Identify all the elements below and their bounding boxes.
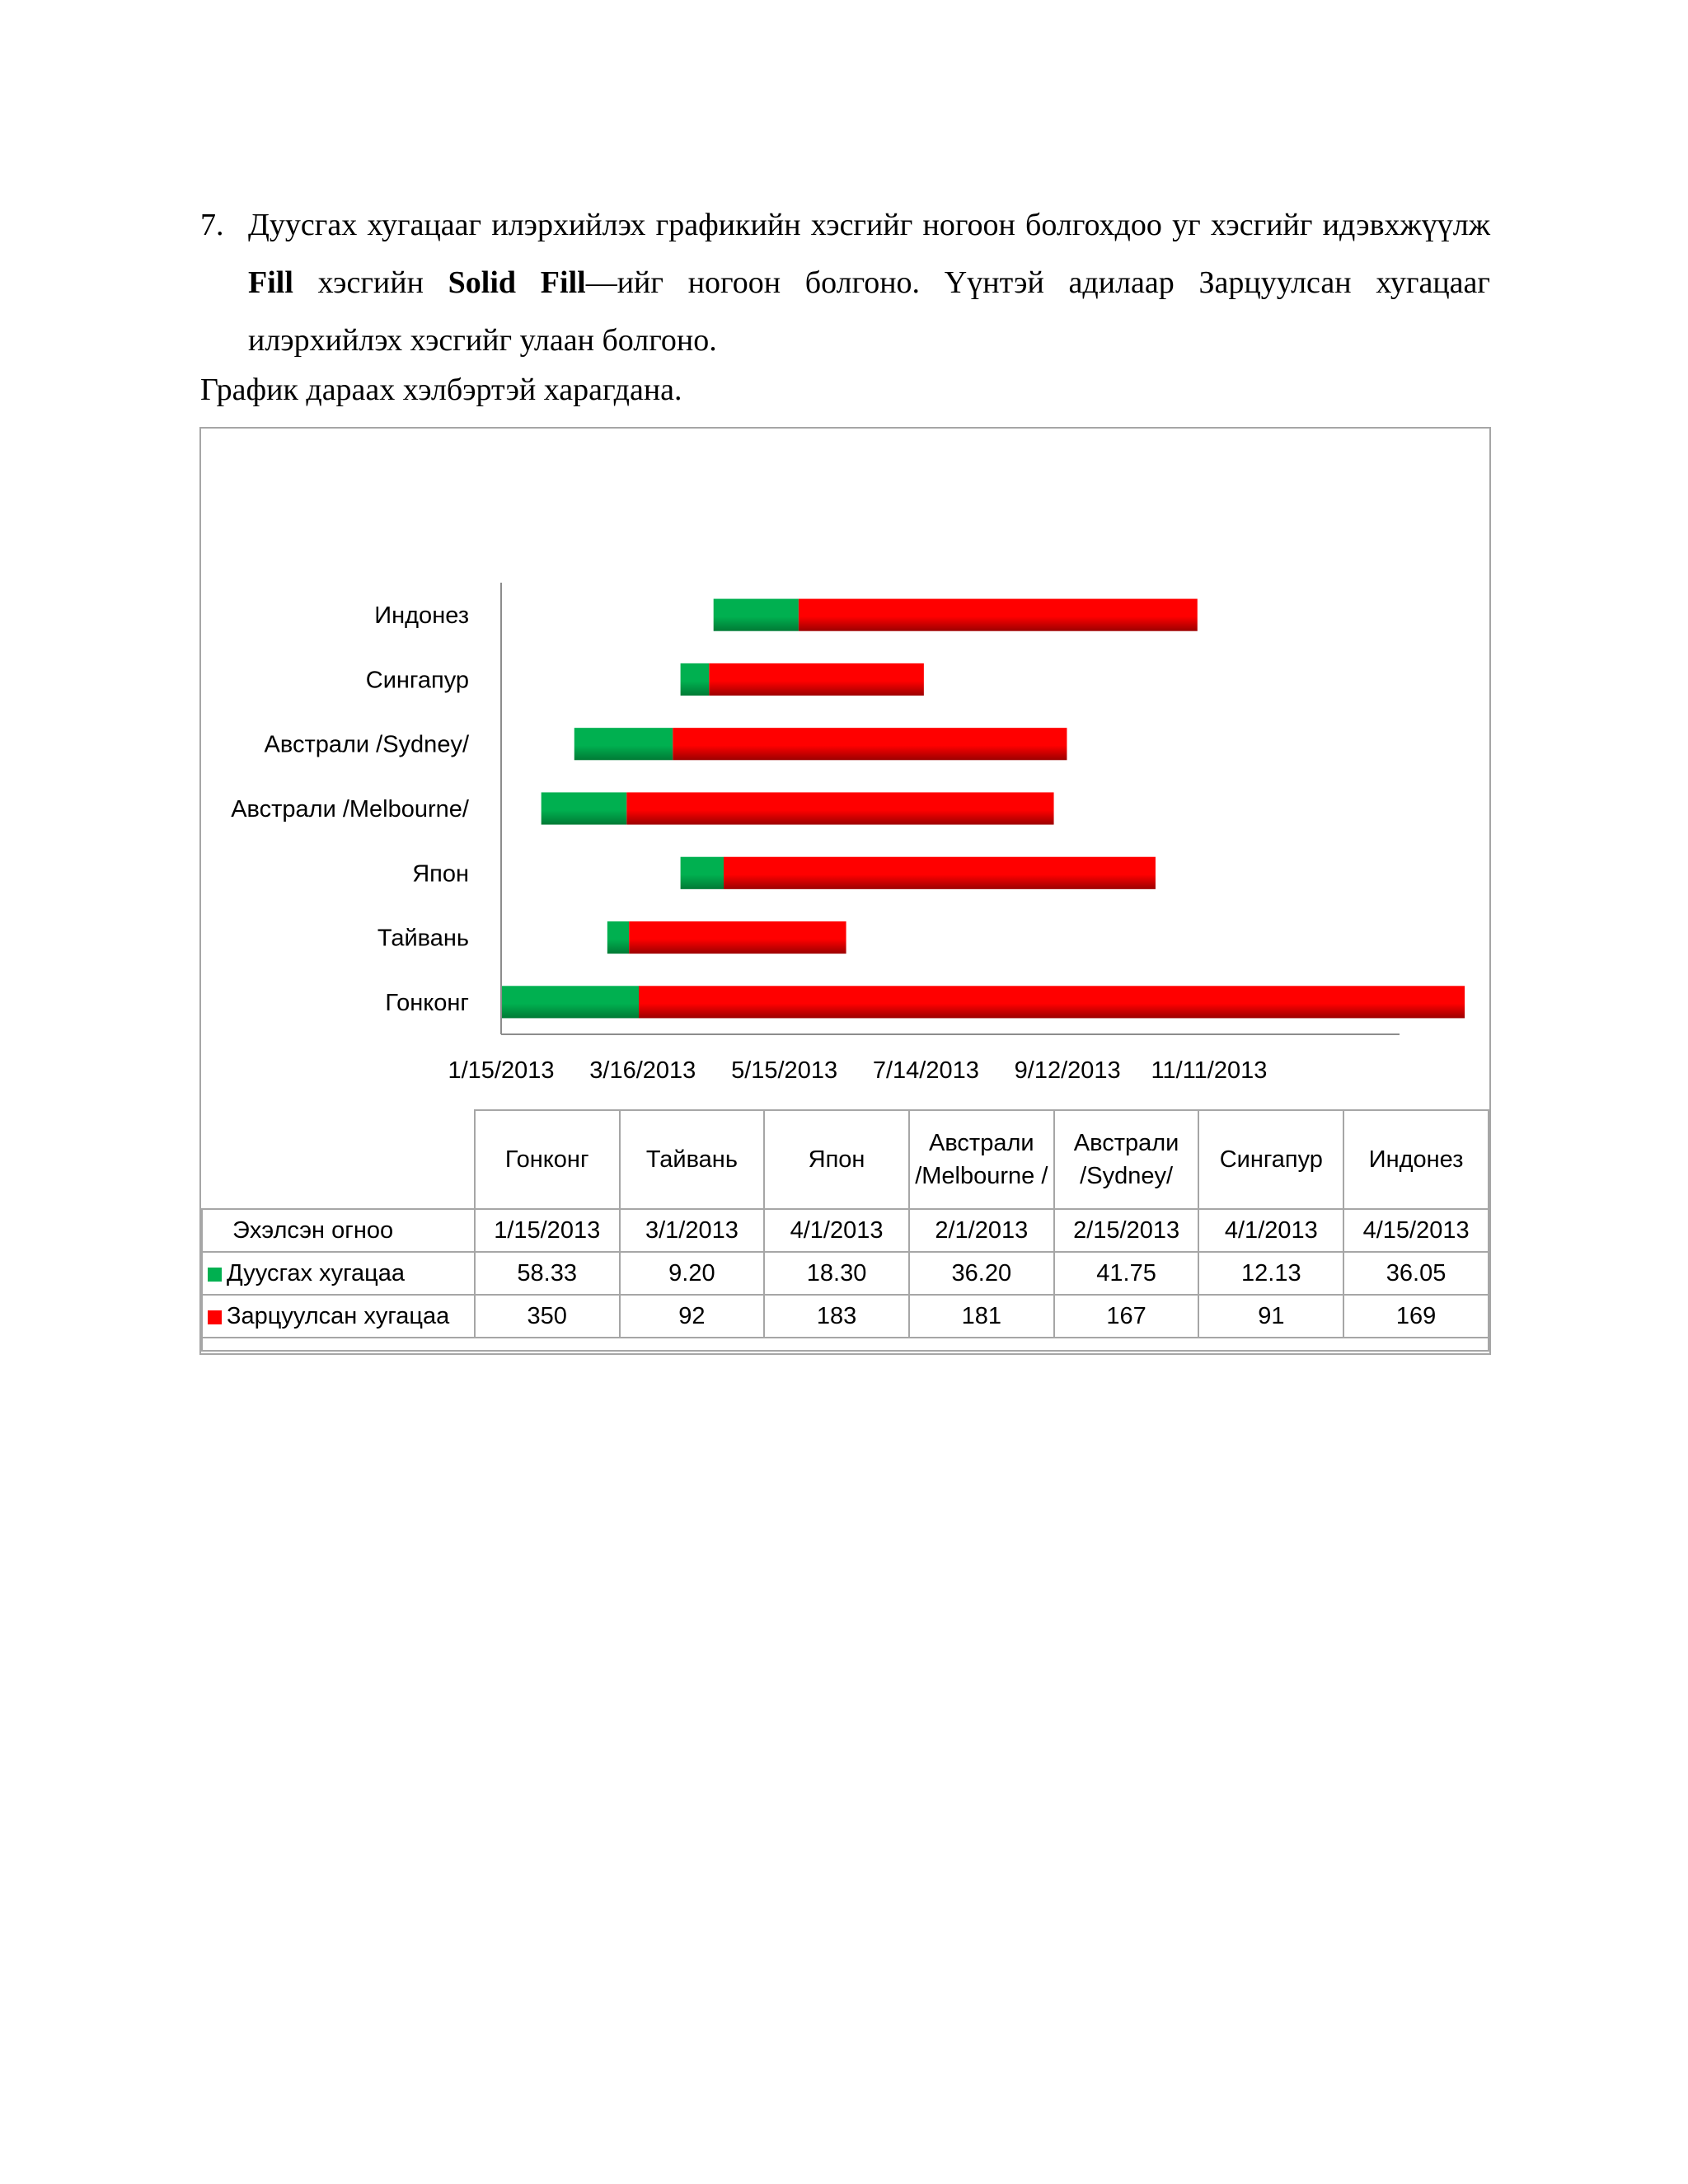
table-cell: 2/1/2013 [909,1209,1054,1252]
legend-key-red [208,1310,222,1324]
bar-segment-finish-1 [607,921,629,954]
category-label: Тайвань [377,925,469,952]
bar-segment-spent-1 [629,921,846,954]
table-header-cell: Гонконг [475,1110,620,1209]
row-label-text: Эхэлсэн огноо [232,1216,394,1244]
table-row [202,1252,1489,1295]
table-header-cell: Япон [764,1110,909,1209]
table-cell: 181 [909,1295,1054,1338]
x-tick-label: 3/16/2013 [589,1057,696,1084]
x-tick-label: 11/11/2013 [1151,1057,1268,1084]
table-cell: 167 [1054,1295,1199,1338]
bar-segment-finish-2 [681,857,724,889]
bar-segment-finish-3 [542,792,627,824]
table-cell: 36.20 [909,1252,1054,1295]
bar-segment-finish-0 [501,986,639,1018]
table-cell: 2/15/2013 [1054,1209,1199,1252]
bold-term: Solid Fill [448,265,586,300]
category-label: Япон [412,860,469,888]
table-cell: 12.13 [1198,1252,1343,1295]
bar-segment-finish-5 [681,663,710,696]
table-row [202,1295,1489,1338]
step-7 [200,196,1490,369]
category-label: Австрали /Sydney/ [264,731,469,758]
table-cell: 183 [764,1295,909,1338]
table-cell: 18.30 [764,1252,909,1295]
table-blank-row [202,1338,1489,1351]
instruction-segment: —ийг ногоон болгоно. Үүнтэй адилаар Зарцуулсан хугацааг илэрхийлэх хэсгийг улаан болгоно. [248,265,1490,358]
table-cell: 9.20 [620,1252,765,1295]
table-cell: 58.33 [475,1252,620,1295]
table-header-cell: Сингапур [1198,1110,1343,1209]
step-instruction-text [248,196,1490,369]
table-header-cell: Австрали /Melbourne / [909,1110,1054,1209]
intro-text: График дараах хэлбэртэй харагдана. [200,373,682,407]
category-label: Гонконг [385,989,469,1016]
x-tick-label: 7/14/2013 [872,1057,979,1084]
instruction-segment: Дуусгах хугацааг илэрхийлэх графикийн хэсгийг ногоон болгохдоо уг хэсгийг идэвхжүүлж [248,208,1490,242]
row-label-text: Дуусгах хугацаа [227,1259,406,1286]
category-label: Австрали /Melbourne/ [231,796,469,823]
table-cell: 4/1/2013 [1198,1209,1343,1252]
table-row-label [202,1209,475,1252]
table-header-cell: Тайвань [620,1110,765,1209]
table-row-label [202,1252,475,1295]
bold-term: Fill [248,265,293,300]
table-cell: 3/1/2013 [620,1209,765,1252]
table-corner [202,1110,475,1209]
category-label: Сингапур [365,667,469,694]
bar-segment-spent-0 [639,986,1465,1018]
table-cell: 41.75 [1054,1252,1199,1295]
table-row-label [202,1295,475,1338]
x-tick-label: 1/15/2013 [448,1057,555,1084]
table-row [202,1209,1489,1252]
row-label-text: Зарцуулсан хугацаа [227,1302,450,1329]
bar-segment-finish-6 [714,599,799,631]
x-tick-label: 5/15/2013 [731,1057,838,1084]
table-header-cell: Австрали /Sydney/ [1054,1110,1199,1209]
step-number: 7. [200,208,224,242]
bar-segment-spent-3 [626,792,1053,824]
legend-key-green [208,1268,222,1282]
table-cell: 350 [475,1295,620,1338]
instruction-segment: хэсгийн [293,265,448,300]
table-cell: 4/1/2013 [764,1209,909,1252]
table-header-cell: Индонез [1343,1110,1489,1209]
table-cell: 36.05 [1343,1252,1489,1295]
table-cell: 91 [1198,1295,1343,1338]
table-cell: 169 [1343,1295,1489,1338]
bar-segment-spent-6 [799,599,1198,631]
table-cell: 4/15/2013 [1343,1209,1489,1252]
bar-segment-spent-5 [709,663,924,696]
bar-segment-spent-4 [673,728,1067,760]
table-cell: 92 [620,1295,765,1338]
table-cell: 1/15/2013 [475,1209,620,1252]
data-table [201,1109,1489,1352]
chart-container [199,427,1491,1355]
bar-segment-spent-2 [724,857,1156,889]
x-tick-label: 9/12/2013 [1014,1057,1121,1084]
bar-segment-finish-4 [574,728,673,760]
category-label: Индонез [374,602,469,630]
